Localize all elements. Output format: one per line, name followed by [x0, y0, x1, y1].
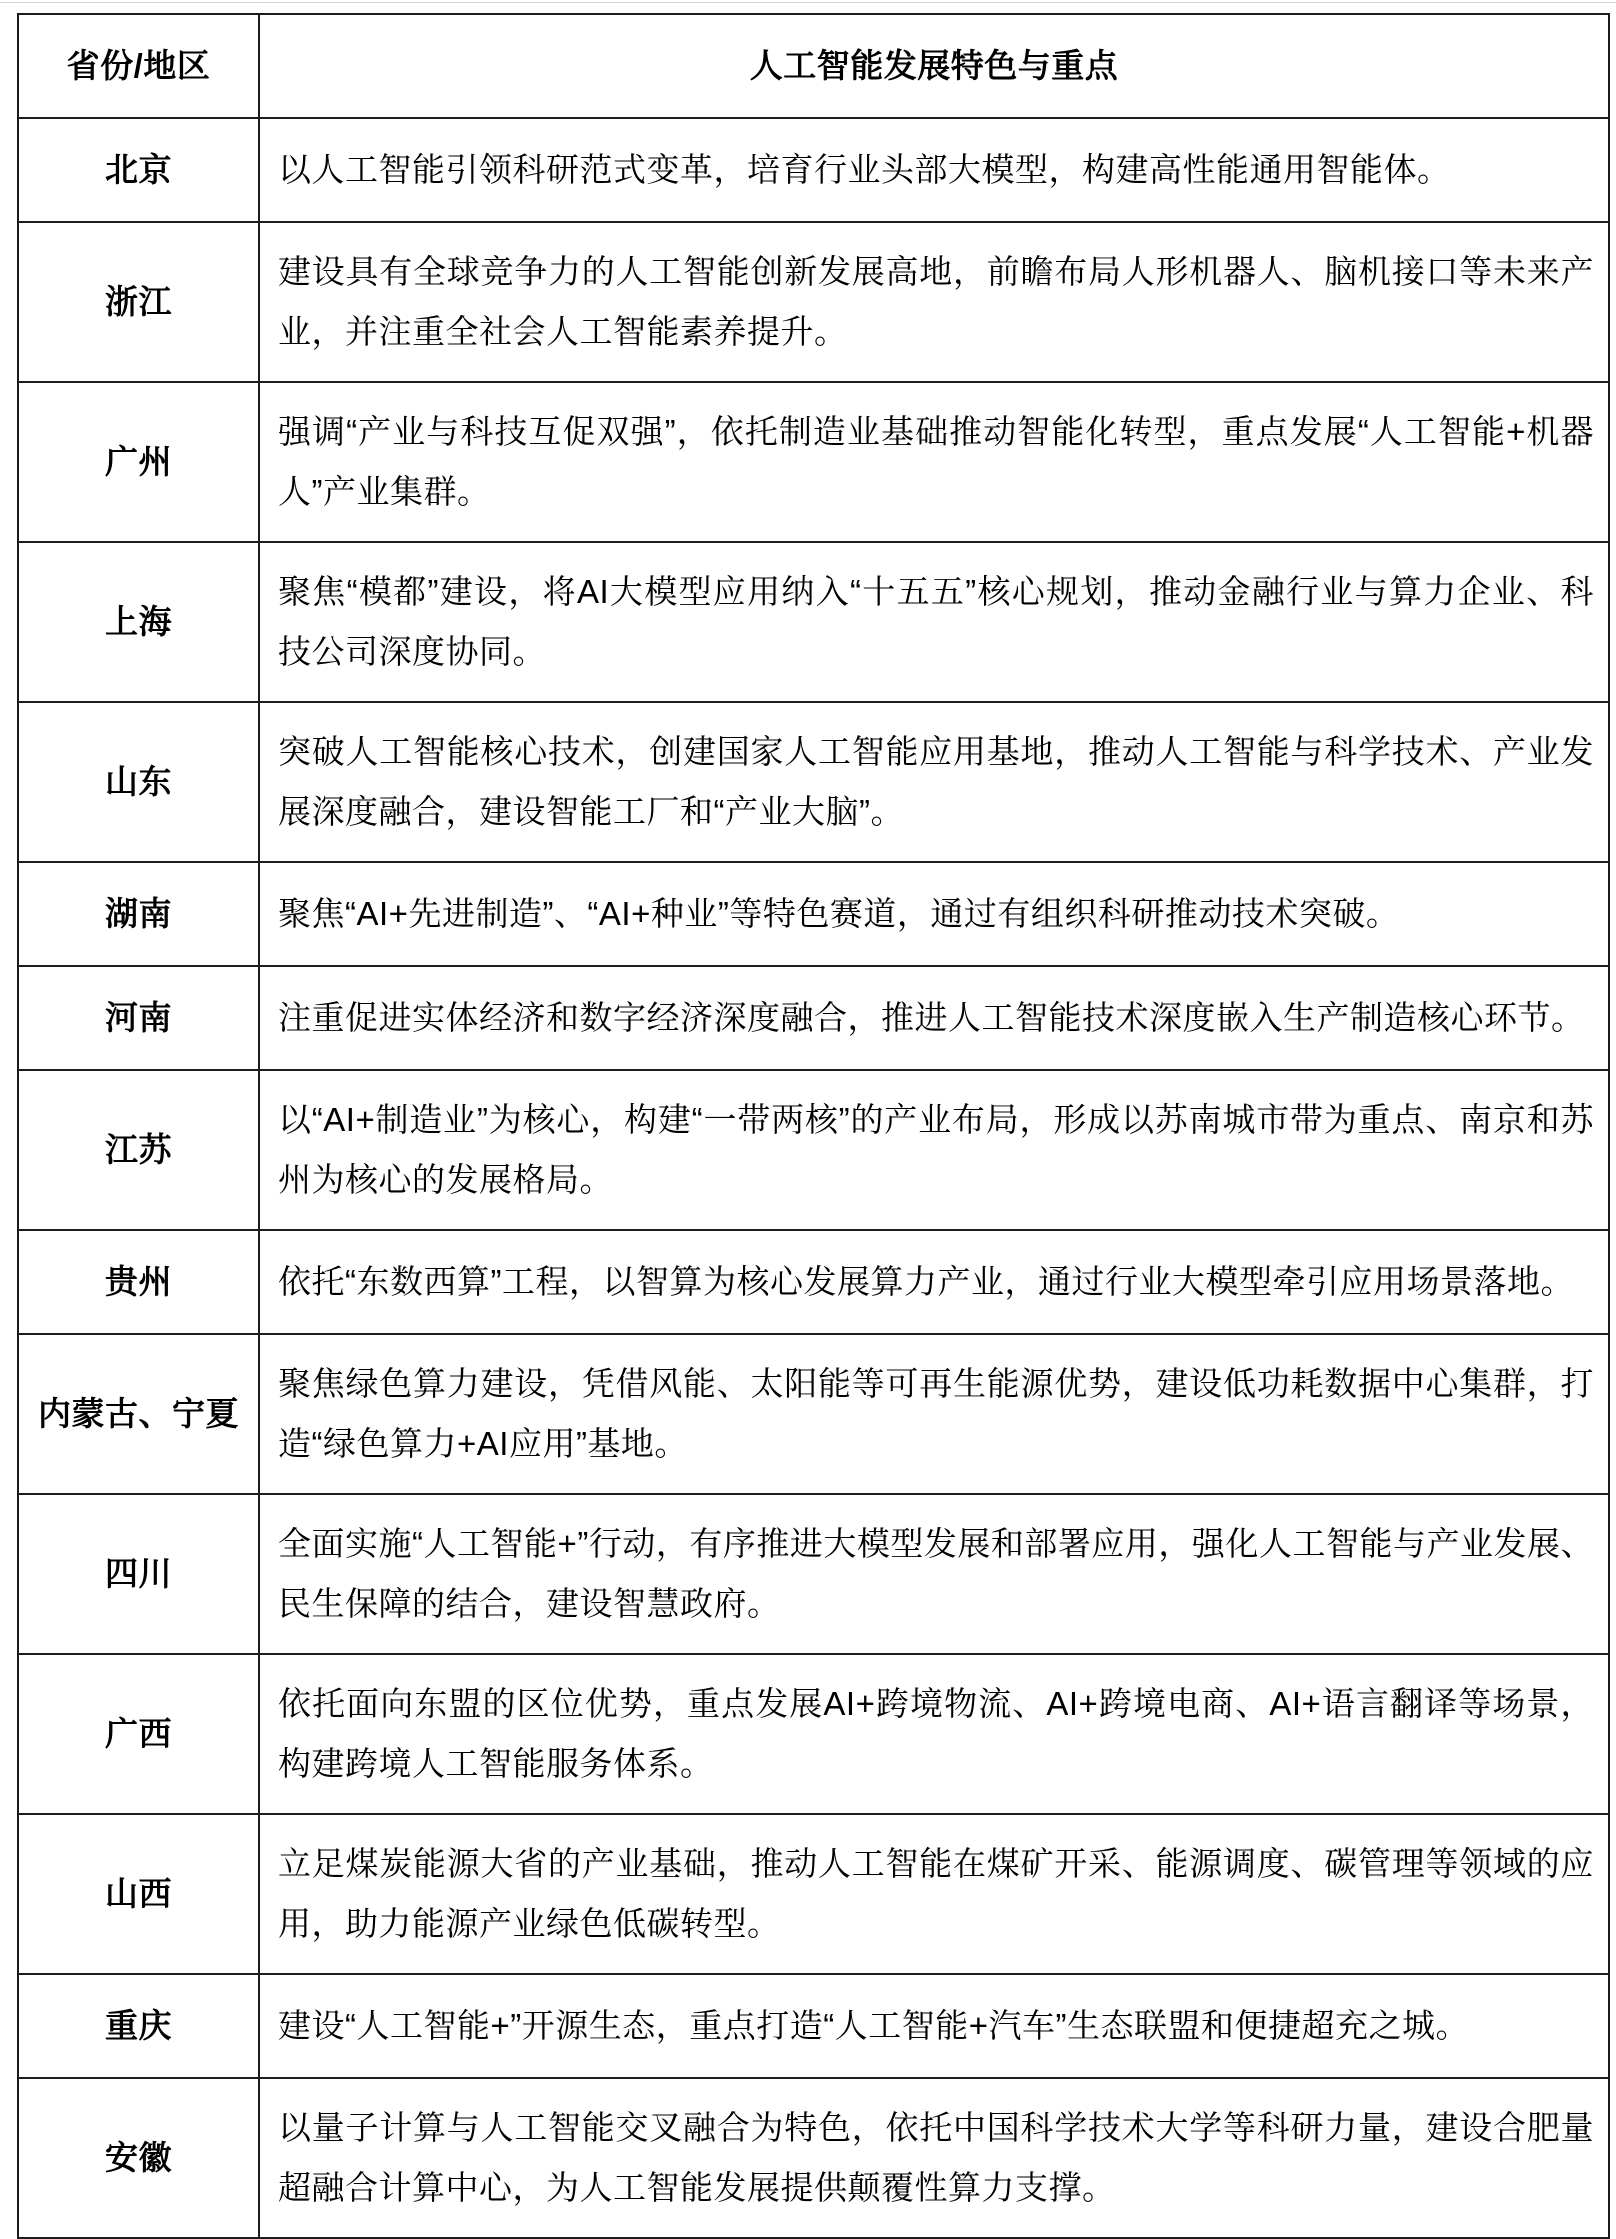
region-cell: 内蒙古、宁夏	[18, 1334, 259, 1494]
table-row	[18, 1334, 1609, 1494]
feature-cell: 聚焦“AI+先进制造”、“AI+种业”等特色赛道，通过有组织科研推动技术突破。	[259, 862, 1609, 966]
feature-cell: 立足煤炭能源大省的产业基础，推动人工智能在煤矿开采、能源调度、碳管理等领域的应用，助力能源产业绿色低碳转型。	[259, 1814, 1609, 1974]
region-cell: 江苏	[18, 1070, 259, 1230]
feature-cell: 聚焦绿色算力建设，凭借风能、太阳能等可再生能源优势，建设低功耗数据中心集群，打造“绿色算力+AI应用”基地。	[259, 1334, 1609, 1494]
region-cell: 上海	[18, 542, 259, 702]
feature-cell: 以量子计算与人工智能交叉融合为特色，依托中国科学技术大学等科研力量，建设合肥量超融合计算中心，为人工智能发展提供颠覆性算力支撑。	[259, 2078, 1609, 2238]
top-divider-line	[0, 2, 1616, 3]
table-row	[18, 118, 1609, 222]
feature-cell: 以人工智能引领科研范式变革，培育行业头部大模型，构建高性能通用智能体。	[259, 118, 1609, 222]
table-row	[18, 542, 1609, 702]
region-cell: 重庆	[18, 1974, 259, 2078]
feature-cell: 以“AI+制造业”为核心，构建“一带两核”的产业布局，形成以苏南城市带为重点、南京和苏州为核心的发展格局。	[259, 1070, 1609, 1230]
table-row	[18, 1814, 1609, 1974]
feature-cell: 突破人工智能核心技术，创建国家人工智能应用基地，推动人工智能与科学技术、产业发展深度融合，建设智能工厂和“产业大脑”。	[259, 702, 1609, 862]
table-row	[18, 2078, 1609, 2238]
feature-cell: 依托面向东盟的区位优势，重点发展AI+跨境物流、AI+跨境电商、AI+语言翻译等场景，构建跨境人工智能服务体系。	[259, 1654, 1609, 1814]
feature-cell: 依托“东数西算”工程，以智算为核心发展算力产业，通过行业大模型牵引应用场景落地。	[259, 1230, 1609, 1334]
region-cell: 贵州	[18, 1230, 259, 1334]
ai-development-table	[17, 13, 1610, 2239]
feature-cell: 强调“产业与科技互促双强”，依托制造业基础推动智能化转型，重点发展“人工智能+机器人”产业集群。	[259, 382, 1609, 542]
column-header-features: 人工智能发展特色与重点	[259, 14, 1609, 118]
region-cell: 四川	[18, 1494, 259, 1654]
region-cell: 安徽	[18, 2078, 259, 2238]
table-body	[18, 118, 1609, 2238]
region-cell: 山东	[18, 702, 259, 862]
feature-cell: 全面实施“人工智能+”行动，有序推进大模型发展和部署应用，强化人工智能与产业发展、民生保障的结合，建设智慧政府。	[259, 1494, 1609, 1654]
region-cell: 浙江	[18, 222, 259, 382]
feature-cell: 注重促进实体经济和数字经济深度融合，推进人工智能技术深度嵌入生产制造核心环节。	[259, 966, 1609, 1070]
region-cell: 湖南	[18, 862, 259, 966]
table-row	[18, 862, 1609, 966]
table-row	[18, 382, 1609, 542]
table-row	[18, 1654, 1609, 1814]
table-row	[18, 1974, 1609, 2078]
table-row	[18, 1070, 1609, 1230]
region-cell: 河南	[18, 966, 259, 1070]
column-header-region: 省份/地区	[18, 14, 259, 118]
region-cell: 北京	[18, 118, 259, 222]
table-row	[18, 1494, 1609, 1654]
region-cell: 广州	[18, 382, 259, 542]
table-row	[18, 1230, 1609, 1334]
feature-cell: 聚焦“模都”建设，将AI大模型应用纳入“十五五”核心规划，推动金融行业与算力企业、科技公司深度协同。	[259, 542, 1609, 702]
table-row	[18, 702, 1609, 862]
region-cell: 广西	[18, 1654, 259, 1814]
feature-cell: 建设“人工智能+”开源生态，重点打造“人工智能+汽车”生态联盟和便捷超充之城。	[259, 1974, 1609, 2078]
table-row	[18, 222, 1609, 382]
table-header-row	[18, 14, 1609, 118]
table-row	[18, 966, 1609, 1070]
region-cell: 山西	[18, 1814, 259, 1974]
feature-cell: 建设具有全球竞争力的人工智能创新发展高地，前瞻布局人形机器人、脑机接口等未来产业，并注重全社会人工智能素养提升。	[259, 222, 1609, 382]
